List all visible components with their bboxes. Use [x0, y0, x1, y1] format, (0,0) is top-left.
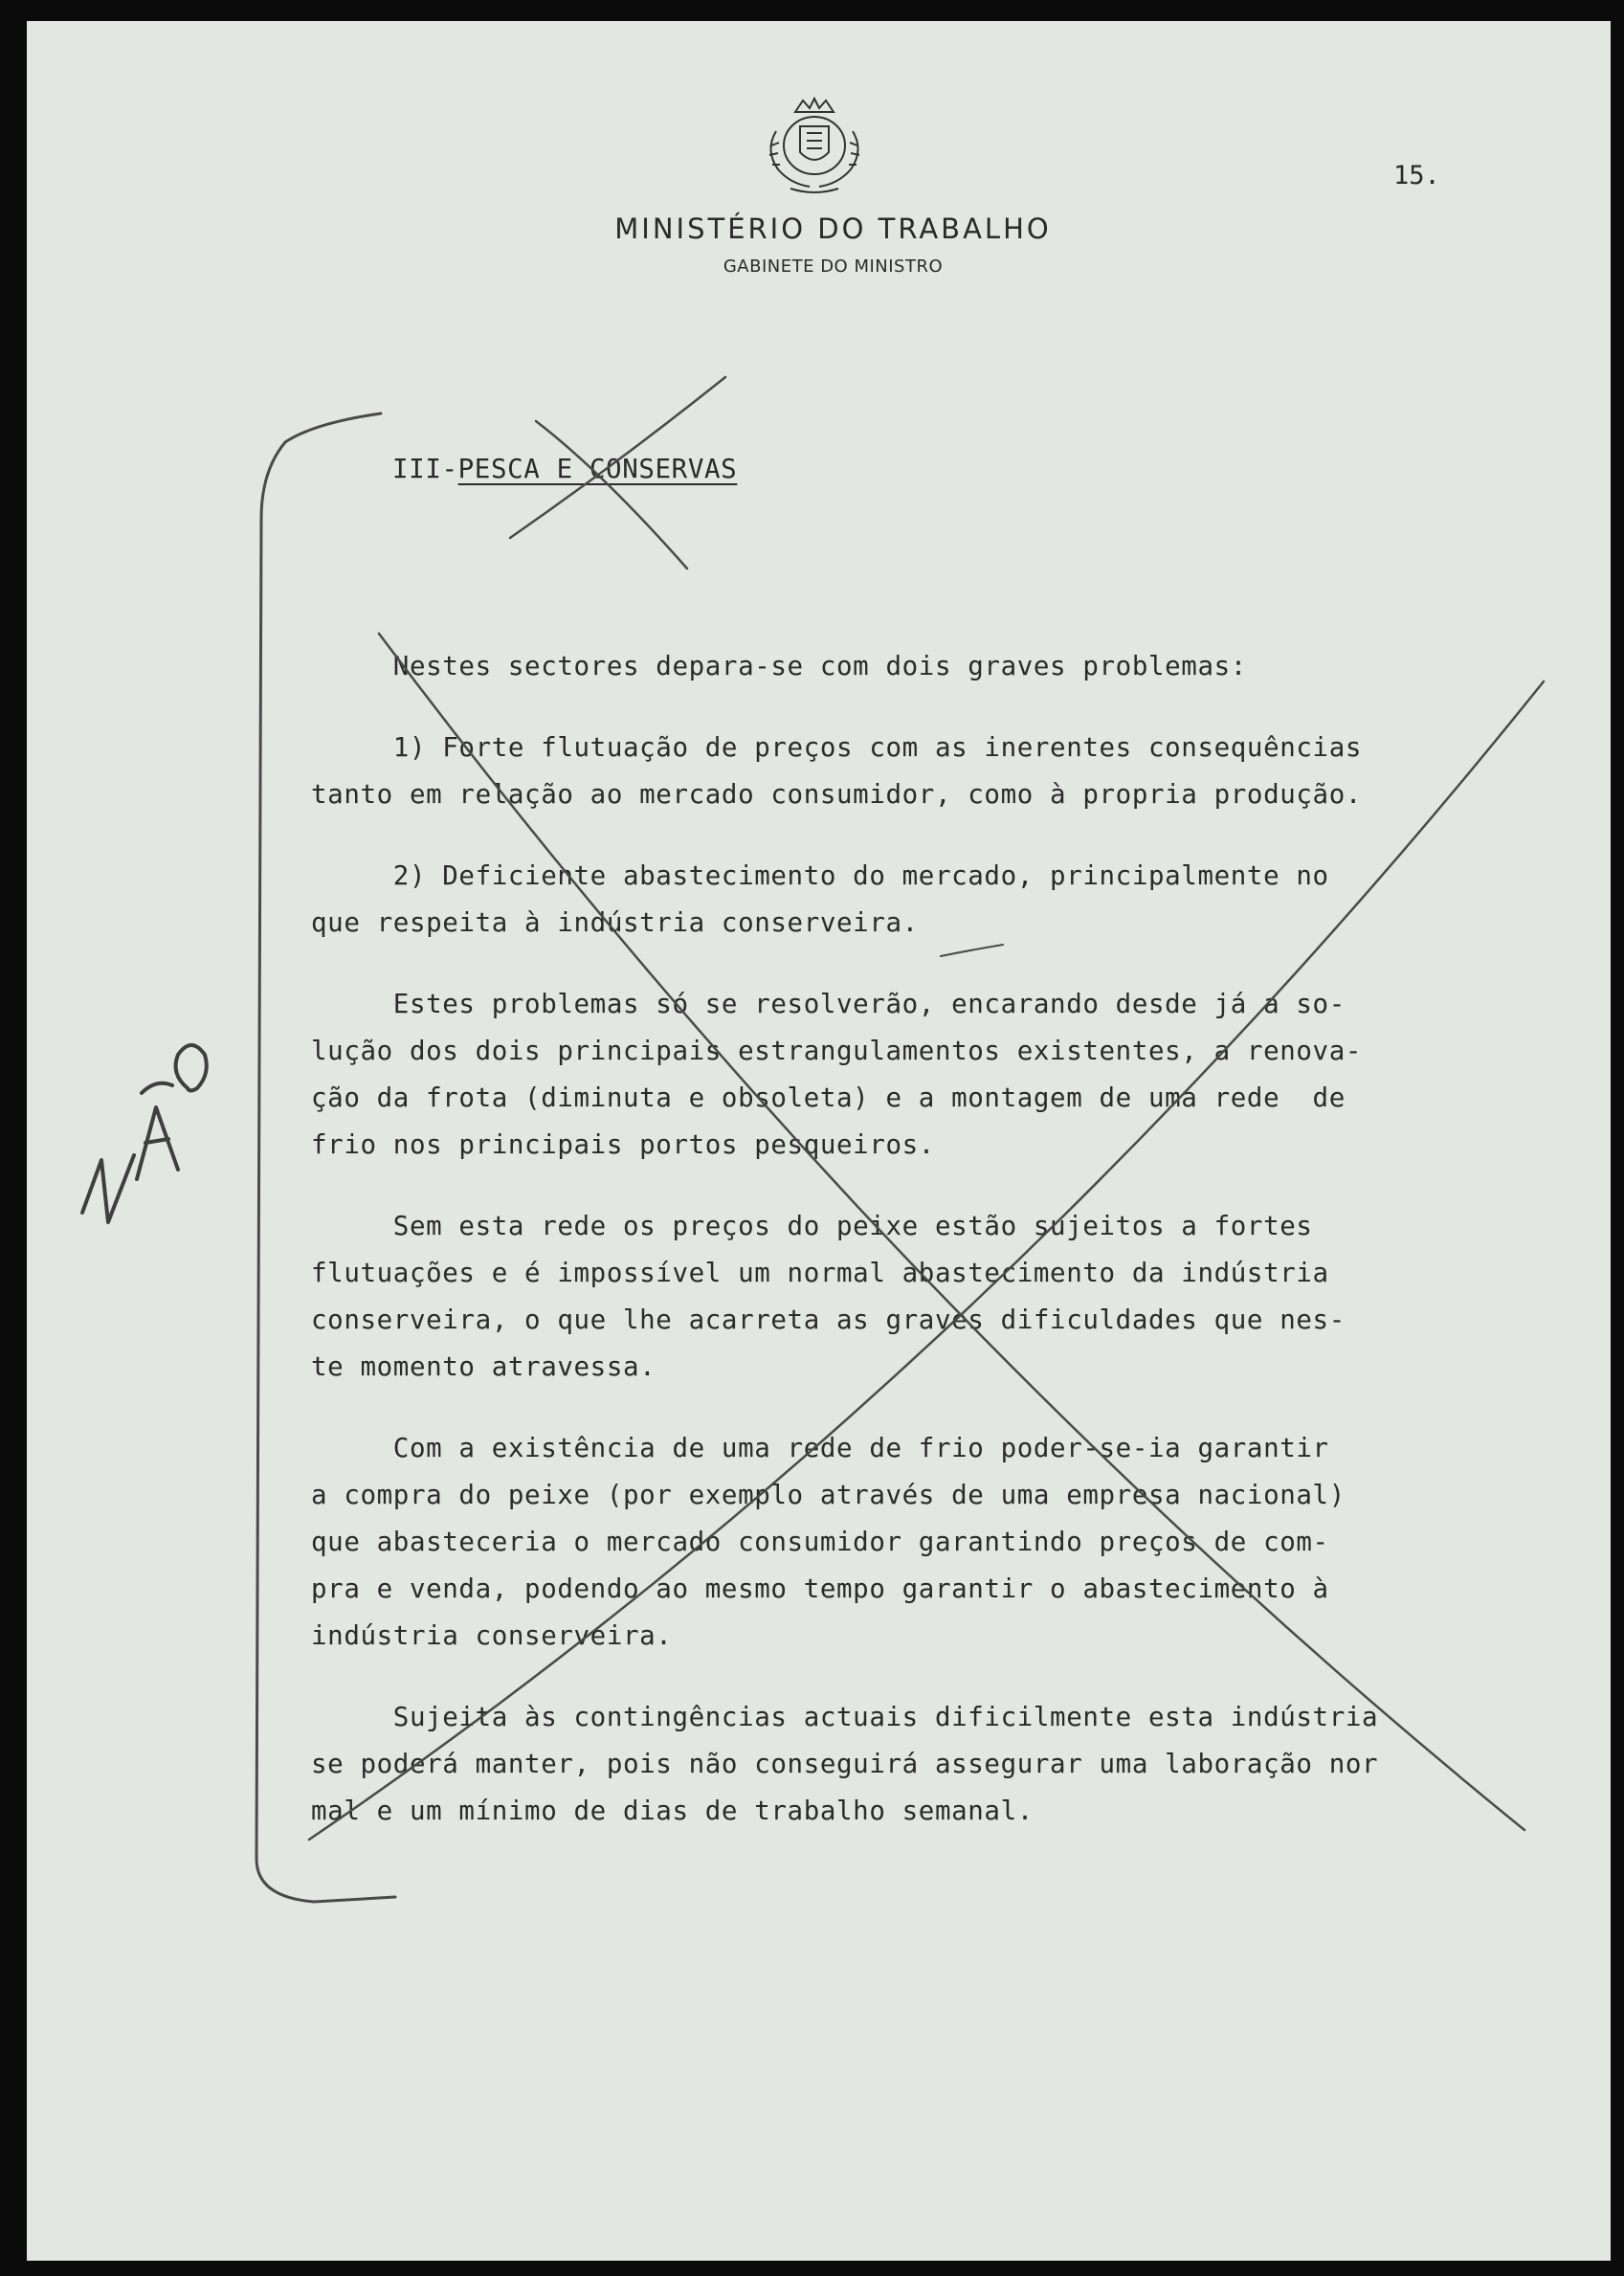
cabinet-subtitle: GABINETE DO MINISTRO	[723, 257, 944, 277]
ministry-title: MINISTÉRIO DO TRABALHO	[614, 212, 1052, 245]
paragraph	[311, 981, 1574, 1169]
coat-of-arms-emblem	[757, 93, 872, 198]
paragraph	[311, 1425, 1574, 1660]
text-line: Sem esta rede os preços do peixe estão sujeitos a fortes	[311, 1211, 1313, 1241]
handwritten-nao-note	[65, 1016, 218, 1237]
text-line: Com a existência de uma rede de frio poder-se-ia garantir	[311, 1433, 1329, 1463]
section-heading	[392, 454, 737, 484]
text-line: flutuações e é impossível um normal abastecimento da indústria	[311, 1258, 1329, 1288]
text-line: 1) Forte flutuação de preços com as inerentes consequências	[311, 732, 1363, 763]
text-line: Estes problemas só se resolverão, encarando desde já a so-	[311, 989, 1346, 1019]
text-line: 2) Deficiente abastecimento do mercado, principalmente no	[311, 860, 1329, 891]
text-line: tanto em relação ao mercado consumidor, como à propria produção.	[311, 779, 1363, 810]
text-line: se poderá manter, pois não conseguirá assegurar uma laboração nor	[311, 1749, 1379, 1779]
text-line: que abasteceria o mercado consumidor garantindo preços de com-	[311, 1527, 1329, 1557]
document-page	[27, 21, 1611, 2261]
paragraph	[311, 1203, 1574, 1391]
paragraph	[311, 1694, 1574, 1835]
text-line: te momento atravessa.	[311, 1351, 656, 1382]
body-text	[311, 643, 1574, 1869]
section-title: PESCA E CONSERVAS	[457, 454, 738, 484]
paragraph	[311, 725, 1574, 818]
text-line: conserveira, o que lhe acarreta as graves dificuldades que nes-	[311, 1305, 1346, 1335]
text-line: indústria conserveira.	[311, 1620, 673, 1651]
text-line: Nestes sectores depara-se com dois graves problemas:	[311, 651, 1247, 681]
text-line: ção da frota (diminuta e obsoleta) e a montagem de uma rede de	[311, 1082, 1346, 1113]
text-line: que respeita à indústria conserveira.	[311, 907, 919, 938]
paragraph	[311, 643, 1574, 690]
heading-cross-stroke-1	[536, 421, 687, 569]
paragraph	[311, 853, 1574, 947]
text-line: pra e venda, podendo ao mesmo tempo garantir o abastecimento à	[311, 1573, 1329, 1604]
text-line: Sujeita às contingências actuais dificilmente esta indústria	[311, 1702, 1379, 1732]
page-number: 15.	[1393, 161, 1440, 190]
text-line: frio nos principais portos pesqueiros.	[311, 1129, 935, 1160]
text-line: a compra do peixe (por exemplo através de uma empresa nacional)	[311, 1480, 1346, 1510]
text-line: lução dos dois principais estrangulamentos existentes, a renova-	[311, 1036, 1363, 1066]
text-line: mal e um mínimo de dias de trabalho semanal.	[311, 1796, 1034, 1826]
section-number: III-	[392, 454, 458, 484]
